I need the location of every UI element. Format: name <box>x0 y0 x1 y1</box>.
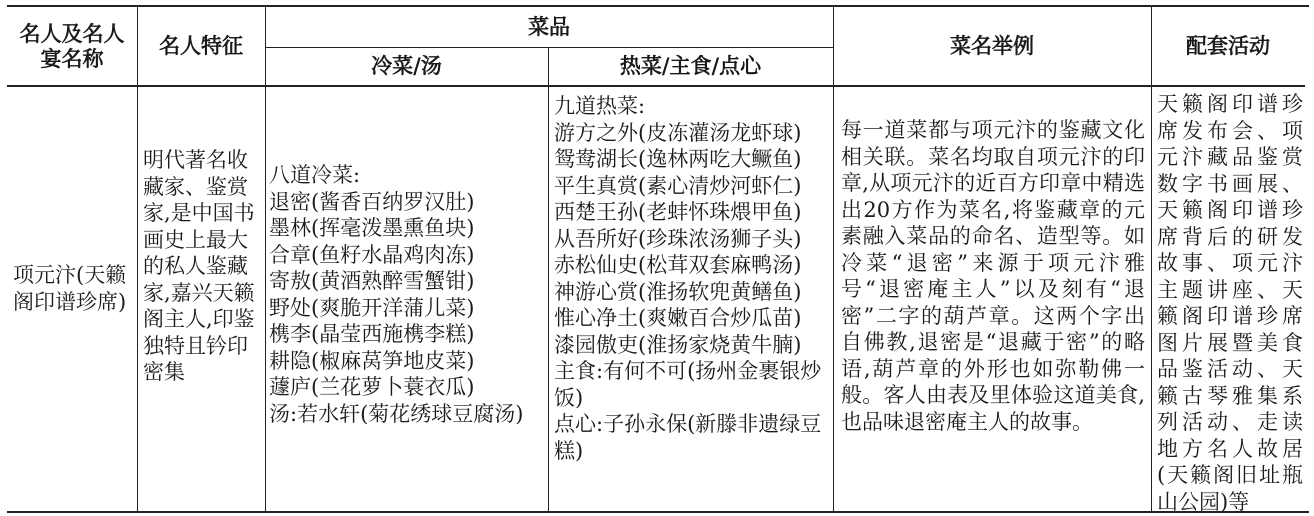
cold-dish-item: 野处(爽脆开洋蒲儿菜) <box>269 295 475 320</box>
cold-dish-item: 退密(酱香百纳罗汉肚) <box>269 189 475 214</box>
hot-dish-item: 游方之外(皮冻灌汤龙虾球) <box>554 120 802 145</box>
hot-dish-item: 西楚王孙(老蚌怀珠煨甲鱼) <box>554 200 802 224</box>
row-feature: 明代著名收藏家、鉴赏家,是中国书画史上最大的私人鉴藏家,嘉兴天籁阁主人,印鉴独特且钤印密集 <box>143 148 255 384</box>
hot-dish-item: 赤松仙史(松茸双套麻鸭汤) <box>554 253 802 277</box>
header-name: 名人及名人 宴名称 <box>19 21 125 71</box>
header-feature: 名人特征 <box>159 32 243 58</box>
row-activity: 天籁阁印谱珍席发布会、项元汴藏品鉴赏数字书画展、天籁阁印谱珍席背后的研发故事、项元汴主题讲座、天籁阁印谱珍席图片展暨美食品鉴活动、天籁古琴雅集系列活动、走读地方名人故居(天籁阁旧址瓶山公园)等 <box>1157 92 1303 514</box>
cold-dishes-title: 八道冷菜: <box>269 163 361 187</box>
row-name: 项元汴(天籁阁印谱珍席) <box>13 263 127 314</box>
dessert-item: 点心:子孙永保(新滕非遗绿豆糕) <box>554 412 822 463</box>
cold-dish-item: 槜李(晶莹西施槜李糕) <box>269 322 475 346</box>
header-example: 菜名举例 <box>950 32 1034 58</box>
cold-dish-item: 墨林(挥毫泼墨熏鱼块) <box>269 216 475 240</box>
cold-dish-item: 耕隐(椒麻莴笋地皮菜) <box>269 348 475 373</box>
hot-dish-item: 从吾所好(珍珠浓汤狮子头) <box>554 226 802 251</box>
header-divider <box>7 85 1305 87</box>
header-activity: 配套活动 <box>1186 32 1270 58</box>
header-dishes: 菜品 <box>528 13 570 39</box>
col-divider-3 <box>548 47 549 511</box>
soup-item: 汤:若水轩(菊花绣球豆腐汤) <box>269 401 524 426</box>
hot-dishes-list <box>554 93 828 464</box>
header-hot: 热菜/主食/点心 <box>619 52 762 78</box>
menu-table <box>7 5 1309 513</box>
cold-dishes-list <box>269 162 545 427</box>
hot-dish-item: 惟心净土(爽嫩百合炒瓜苗) <box>554 306 802 330</box>
hot-dish-item: 鸳鸯湖长(逸林两吃大鳜鱼) <box>554 147 802 171</box>
header-cold: 冷菜/汤 <box>371 52 442 78</box>
hot-dish-item: 平生真赏(素心清炒河虾仁) <box>554 173 802 198</box>
cold-dish-item: 蘧庐(兰花萝卜蓑衣瓜) <box>269 375 475 399</box>
staple-item: 主食:有何不可(扬州金裹银炒饭) <box>554 359 822 410</box>
hot-dish-item: 神游心赏(淮扬软兜黄鳝鱼) <box>554 279 802 304</box>
cold-dish-item: 寄敖(黄酒熟醉雪蟹钳) <box>269 269 475 293</box>
cold-dish-item: 合章(鱼籽水晶鸡肉冻) <box>269 242 475 267</box>
hot-dishes-title: 九道热菜: <box>554 94 646 118</box>
row-example: 每一道菜都与项元汴的鉴藏文化相关联。菜名均取自项元汴的印章,从项元汴的近百方印章中精选出20方作为菜名,将鉴藏章的元素融入菜品的命名、造型等。如冷菜“退密”来源于项元汴雅号“退密庵主人”以及刻有“退密”二字的葫芦章。这两个字出自佛教,退密是“退藏于密”的略语,葫芦章的外形也如弥勒佛一般。客人由表及里体验这道美食,也品味退密庵主人的故事。 <box>841 118 1145 434</box>
hot-dish-item: 漆园傲吏(淮扬家烧黄牛腩) <box>554 332 802 357</box>
